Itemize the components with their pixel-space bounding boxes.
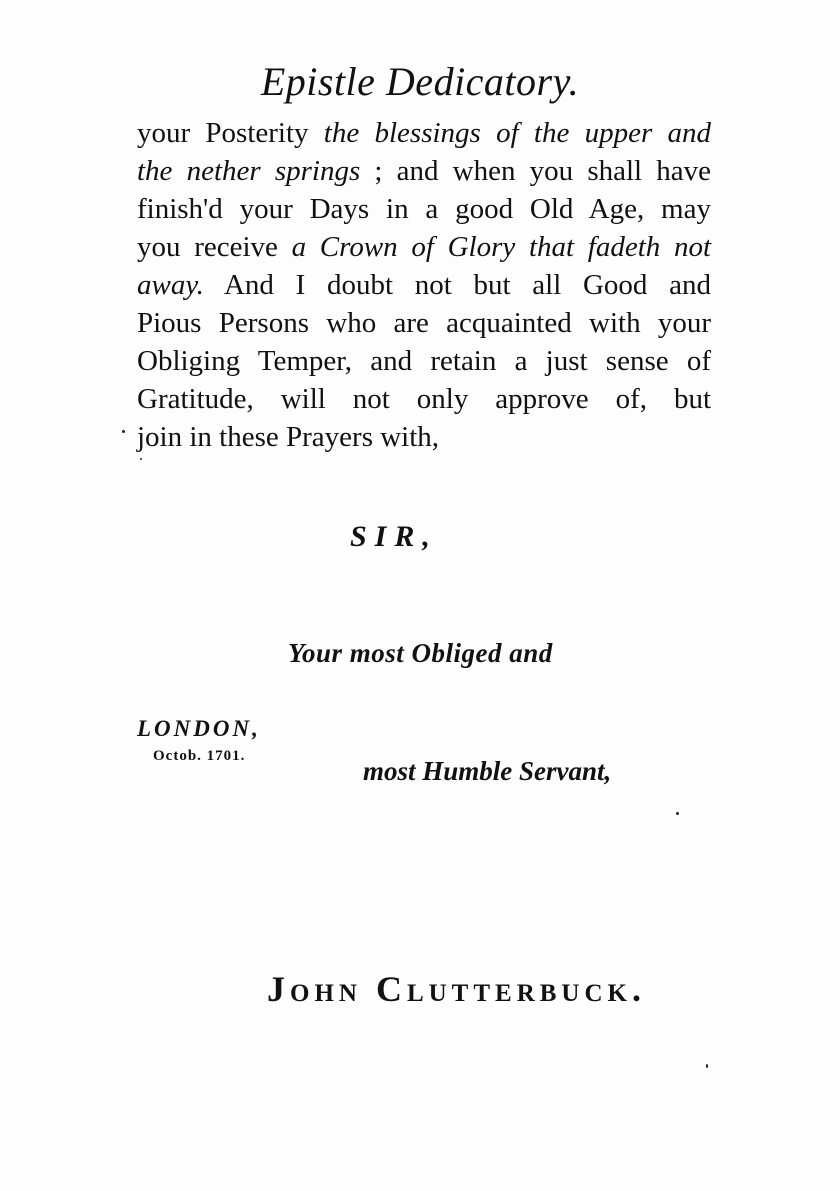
body-line [137,304,711,342]
line-roman: finish'd your Days in a good Old Age, may [137,193,711,225]
running-head: Epistle Dedicatory. [260,59,580,104]
line-italic: the blessings of the upper and [323,117,711,149]
ink-speck [140,458,142,460]
body-line [137,228,711,266]
line-roman: Pious Persons who are acquainted with your [137,307,711,339]
closing-line-2: most Humble Servant, [363,756,612,786]
closing-line-1: Your most Obliged and [288,638,553,668]
line-italic: the nether springs [137,155,361,187]
date-line: Octob. 1701. [153,748,246,764]
body-text [137,114,711,456]
signature: John Clutterbuck. [267,969,646,1009]
salutation: SIR, [350,520,438,553]
line-roman: you receive [137,231,292,263]
body-line [137,114,711,152]
line-roman: Obliging Temper, and retain a just sense of [137,345,711,377]
ink-speck [122,430,125,433]
line-italic: a Crown of Glory that fadeth not [291,231,711,263]
line-italic: away. [137,269,204,301]
body-line [137,190,711,228]
body-line [137,152,711,190]
place-name: LONDON, [137,716,261,741]
line-roman: your Posterity [137,117,324,149]
body-line [137,418,711,456]
body-line [137,342,711,380]
body-line [137,380,711,418]
line-roman: Gratitude, will not only approve of, but [137,383,711,415]
line-roman: ; and when you shall have [360,155,711,187]
line-roman: And I doubt not but all Good and [203,269,711,301]
ink-speck [706,1064,708,1068]
ink-speck [676,812,679,815]
line-roman: join in these Prayers with, [137,421,440,453]
body-line [137,266,711,304]
